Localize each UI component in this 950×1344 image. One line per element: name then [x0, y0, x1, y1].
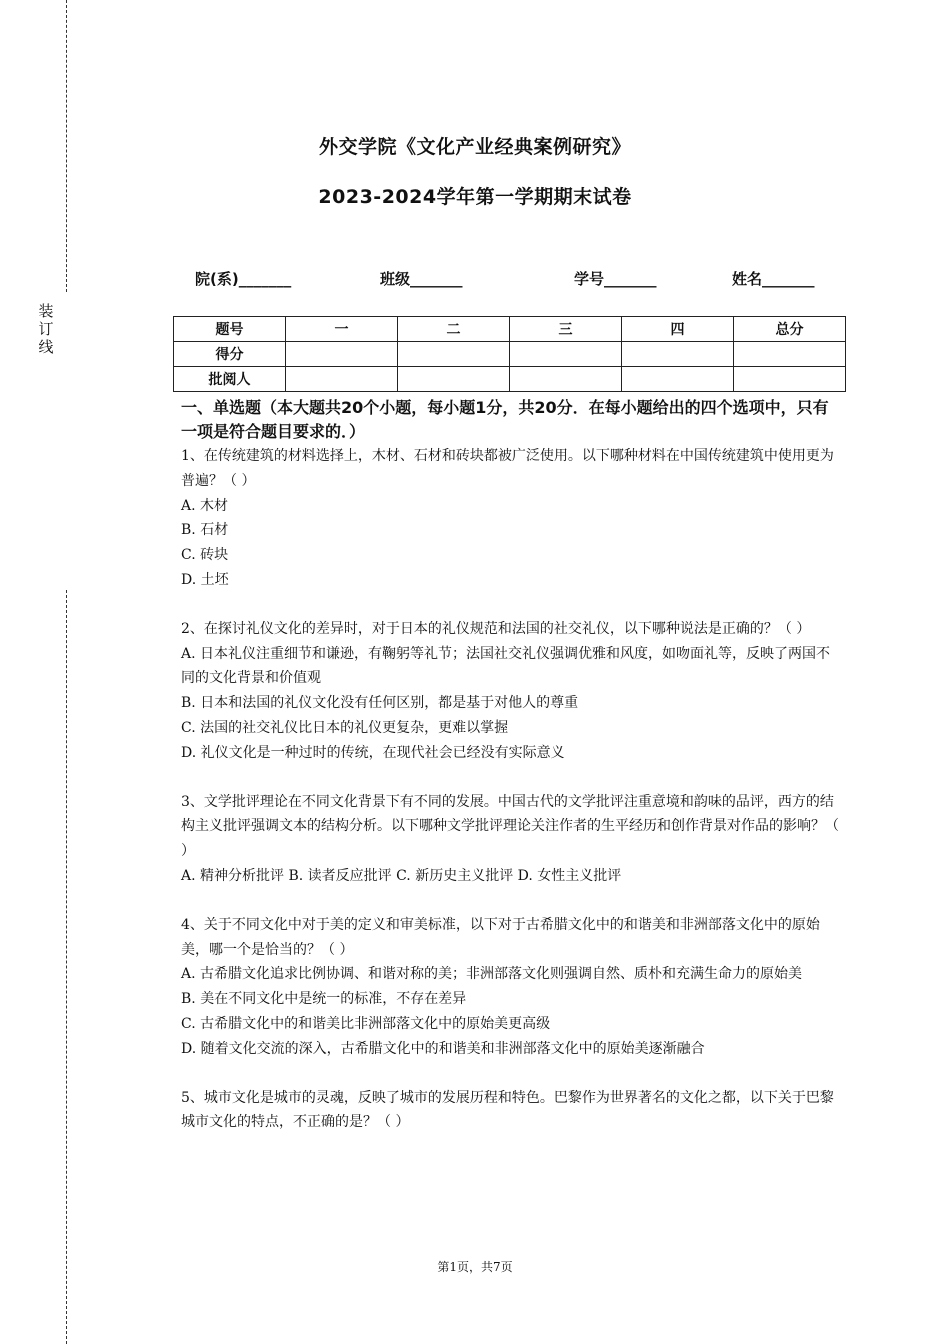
question-3: [181, 790, 841, 889]
question-stem: 2、在探讨礼仪文化的差异时，对于日本的礼仪规范和法国的社交礼仪，以下哪种说法是正确的？（ ）: [181, 620, 811, 637]
score-table: [173, 316, 846, 392]
class-field[interactable]: 班级_______: [380, 270, 463, 288]
answer-option[interactable]: C. 砖块: [181, 547, 229, 564]
binding-label: [36, 302, 56, 356]
answer-option[interactable]: B. 美在不同文化中是统一的标准，不存在差异: [181, 991, 467, 1008]
grader-row: [174, 367, 846, 392]
answer-option[interactable]: C. 法国的社交礼仪比日本的礼仪更复杂，更难以掌握: [181, 719, 509, 736]
page-footer: 第1页，共7页: [437, 1260, 513, 1274]
question-5: [181, 1086, 841, 1136]
grader-cell[interactable]: [510, 367, 622, 392]
grader-cell[interactable]: [398, 367, 510, 392]
answer-option[interactable]: A. 日本礼仪注重细节和谦逊，有鞠躬等礼节；法国社交礼仪强调优雅和风度，如吻面礼等，反映了两国不同的文化背景和价值观: [181, 645, 831, 687]
answer-option[interactable]: D. 随着文化交流的深入，古希腊文化中的和谐美和非洲部落文化中的原始美逐渐融合: [181, 1040, 705, 1057]
question-4: [181, 913, 841, 1062]
answer-option[interactable]: B. 石材: [181, 522, 229, 539]
score-cell[interactable]: [398, 342, 510, 367]
section-title: 一、单选题（本大题共20个小题，每小题1分，共20分．在每小题给出的四个选项中，只有一项是符合题目要求的．）: [181, 398, 829, 441]
exam-title: 外交学院《文化产业经典案例研究》: [318, 136, 631, 158]
score-table-header-cell: 三: [510, 317, 622, 342]
score-table-header-row: [174, 317, 846, 342]
binding-char: 订: [38, 320, 54, 338]
answer-option[interactable]: A. 古希腊文化追求比例协调、和谐对称的美；非洲部落文化则强调自然、质朴和充满生命力的原始美: [181, 966, 803, 983]
student-id-field[interactable]: 学号_______: [574, 270, 657, 288]
score-cell[interactable]: [622, 342, 734, 367]
grader-cell[interactable]: [286, 367, 398, 392]
score-row-label: 得分: [174, 342, 286, 367]
score-table-header-cell: 二: [398, 317, 510, 342]
answer-option[interactable]: C. 古希腊文化中的和谐美比非洲部落文化中的原始美更高级: [181, 1015, 551, 1032]
score-table-header-cell: 一: [286, 317, 398, 342]
exam-content: [181, 396, 841, 1135]
score-cell[interactable]: [286, 342, 398, 367]
answer-option[interactable]: A. 木材: [181, 497, 229, 514]
question-2: [181, 617, 841, 766]
score-table-header-cell: 四: [622, 317, 734, 342]
answer-option[interactable]: D. 礼仪文化是一种过时的传统，在现代社会已经没有实际意义: [181, 744, 565, 761]
question-stem: 4、关于不同文化中对于美的定义和审美标准，以下对于古希腊文化中的和谐美和非洲部落文化中的原始美，哪一个是恰当的？（ ）: [181, 916, 820, 958]
score-cell[interactable]: [734, 342, 846, 367]
department-field[interactable]: 院(系)_______: [195, 270, 292, 288]
question-stem: 5、城市文化是城市的灵魂，反映了城市的发展历程和特色。巴黎作为世界著名的文化之都，以下关于巴黎城市文化的特点，不正确的是？（ ）: [181, 1089, 834, 1131]
answer-option[interactable]: B. 日本和法国的礼仪文化没有任何区别，都是基于对他人的尊重: [181, 695, 579, 712]
score-cell[interactable]: [510, 342, 622, 367]
binding-char: 线: [38, 338, 54, 356]
grader-row-label: 批阅人: [174, 367, 286, 392]
answer-option[interactable]: D. 土坯: [181, 571, 229, 588]
exam-subtitle: 2023-2024学年第一学期期末试卷: [318, 186, 632, 208]
question-stem: 3、文学批评理论在不同文化背景下有不同的发展。中国古代的文学批评注重意境和韵味的品评，西方的结构主义批评强调文本的结构分析。以下哪种文学批评理论关注作者的生平经历和创作背景对作品的影响？（ ）: [181, 793, 839, 860]
name-field[interactable]: 姓名_______: [732, 270, 815, 288]
binding-line-bottom: [66, 590, 67, 1344]
score-row: [174, 342, 846, 367]
score-table-header-cell: 题号: [174, 317, 286, 342]
question-1: [181, 444, 841, 593]
grader-cell[interactable]: [734, 367, 846, 392]
answer-options-inline[interactable]: A. 精神分析批评 B. 读者反应批评 C. 新历史主义批评 D. 女性主义批评: [181, 867, 622, 884]
binding-char: 装: [38, 302, 54, 320]
score-table-header-cell: 总分: [734, 317, 846, 342]
question-stem: 1、在传统建筑的材料选择上，木材、石材和砖块都被广泛使用。以下哪种材料在中国传统建筑中使用更为普遍？（ ）: [181, 448, 834, 489]
grader-cell[interactable]: [622, 367, 734, 392]
student-info-row: [0, 268, 950, 292]
